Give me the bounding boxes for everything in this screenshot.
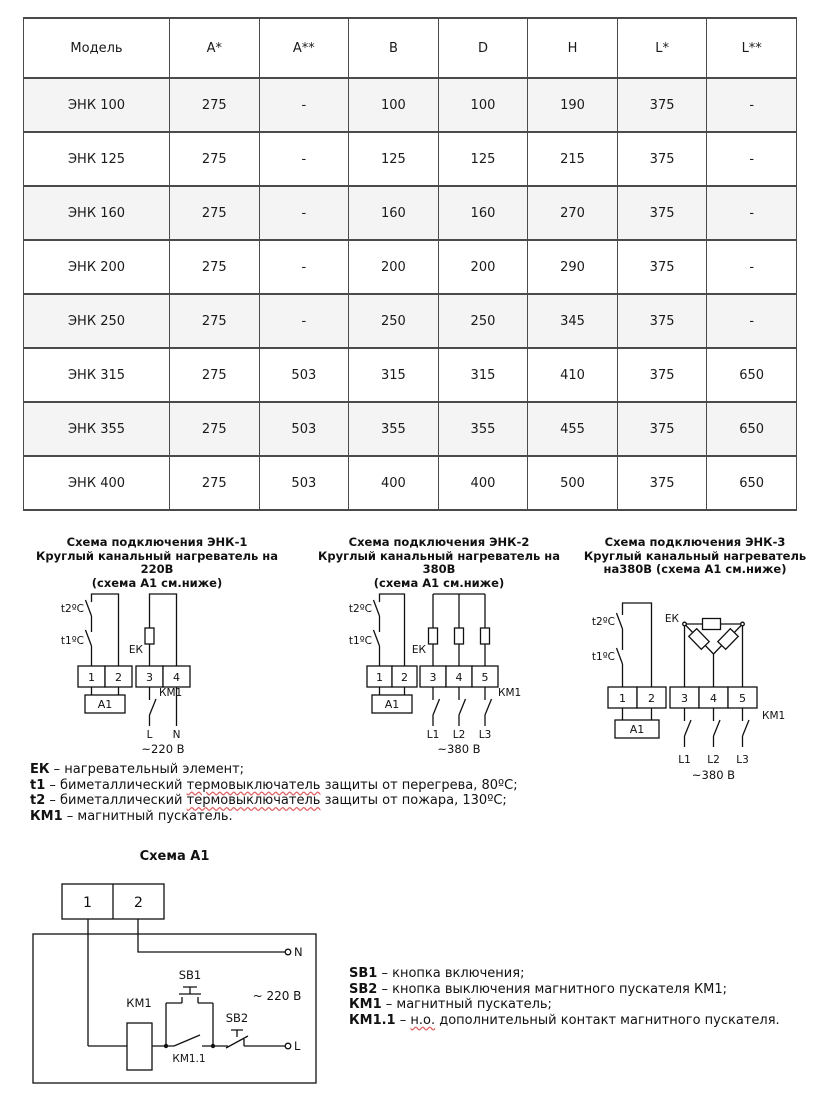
cell: - (707, 294, 797, 348)
col-header-d: D (438, 18, 528, 78)
enk2-heading-line3: (схема А1 см.ниже) (373, 575, 505, 590)
terminal-2: 2 (115, 671, 122, 684)
legend-key: ЕК (30, 762, 50, 777)
cell: ЭНК 250 (24, 294, 170, 348)
enk3-wiring-diagram (580, 588, 820, 793)
ek-label: ЕК (411, 644, 426, 656)
terminal-1: 1 (376, 671, 383, 684)
cell: 315 (438, 348, 528, 402)
cell: 270 (528, 186, 618, 240)
terminal-2: 2 (648, 692, 655, 705)
legend-text: – кнопка включения; (381, 966, 525, 981)
cell: 275 (170, 348, 260, 402)
component-legend (30, 762, 518, 824)
cell: ЭНК 355 (24, 402, 170, 456)
cell: 503 (259, 456, 349, 510)
table-row (24, 348, 797, 402)
a1-schema-title: Схема А1 (139, 849, 210, 864)
voltage-label: ~380 В (437, 742, 481, 756)
cell: 375 (617, 456, 707, 510)
phase-l2-label: L2 (452, 729, 466, 741)
enk2-wiring-diagram (330, 588, 560, 766)
cell: - (259, 132, 349, 186)
t2-label: t2ºC (60, 603, 84, 615)
legend-text: – биметаллический (49, 777, 187, 793)
legend-text: – (399, 1012, 411, 1028)
legend-line-sb2 (349, 982, 780, 998)
cell: 400 (438, 456, 528, 510)
l-label: L (294, 1039, 301, 1053)
km11-contact-blade (174, 1035, 200, 1046)
enk1-wires (78, 594, 190, 726)
legend-key: SB2 (349, 981, 378, 997)
t1-label: t1ºC (60, 635, 84, 647)
legend-line-km11 (349, 1013, 780, 1029)
terminal-3: 3 (146, 671, 153, 684)
cell: 250 (438, 294, 528, 348)
legend-key: КМ1.1 (349, 1012, 396, 1028)
cell: 275 (170, 456, 260, 510)
col-header-model: Модель (24, 18, 170, 78)
t1-label: t1ºC (348, 635, 372, 647)
cell: 275 (170, 186, 260, 240)
legend-line-t2 (30, 793, 518, 809)
enk3-heading-line2: Круглый канальный нагреватель (583, 548, 807, 563)
terminal-5: 5 (739, 692, 746, 705)
cell: 250 (349, 294, 439, 348)
t2-label: t2ºC (348, 603, 372, 615)
legend-text: – магнитный пускатель. (66, 808, 233, 824)
enk1-heading-line3: (схема А1 см.ниже) (91, 575, 223, 590)
sb1-label: SB1 (178, 968, 202, 982)
a1-voltage-label: ~ 220 В (252, 989, 302, 1003)
cell: 375 (617, 186, 707, 240)
legend-misspelled-word: н.о. (410, 1012, 436, 1028)
cell: 355 (438, 402, 528, 456)
km1-contact-symbol (485, 687, 492, 726)
cell: - (259, 240, 349, 294)
cell: 650 (707, 402, 797, 456)
cell: 290 (528, 240, 618, 294)
cell: - (707, 132, 797, 186)
legend-key: SB1 (349, 966, 378, 981)
col-header-a2: A** (259, 18, 349, 78)
cell: 650 (707, 456, 797, 510)
terminal-4: 4 (173, 671, 180, 684)
a1-terminal-1: 1 (83, 895, 92, 911)
enk2-heading-line1: Схема подключения ЭНК-2 (348, 535, 530, 549)
t2-label: t2ºC (591, 616, 615, 628)
a1-schema-diagram (25, 876, 335, 1091)
table-row (24, 78, 797, 132)
cell: ЭНК 400 (24, 456, 170, 510)
table-row (24, 240, 797, 294)
dimensions-table (23, 17, 797, 511)
phase-n-label: N (172, 729, 181, 741)
table-header-row (24, 18, 797, 78)
heater-element-symbol (455, 628, 464, 644)
cell: 275 (170, 294, 260, 348)
legend-misspelled-word: термовыключатель (186, 777, 321, 793)
table-row (24, 294, 797, 348)
l-terminal-circle (285, 1043, 291, 1049)
legend-text: дополнительный контакт магнитного пускателя. (435, 1012, 780, 1028)
enk2-heading (300, 536, 578, 590)
n-label: N (294, 945, 303, 959)
cell: - (259, 78, 349, 132)
km11-label: КМ1.1 (172, 1053, 206, 1065)
cell: 375 (617, 240, 707, 294)
table-row (24, 456, 797, 510)
cell: 650 (707, 348, 797, 402)
terminal-1: 1 (619, 692, 626, 705)
enk3-heading (575, 536, 815, 577)
cell: 355 (349, 402, 439, 456)
cell: 100 (349, 78, 439, 132)
legend-text: – биметаллический (49, 793, 187, 808)
table-row (24, 402, 797, 456)
a1-terminal-2: 2 (134, 895, 143, 911)
km1-contact-symbol (743, 708, 750, 747)
n-terminal-circle (285, 949, 291, 955)
legend-text: – кнопка выключения магнитного пускателя КМ1; (381, 981, 728, 997)
km1-contact-symbol (433, 687, 440, 726)
a1-label: А1 (629, 723, 645, 736)
phase-l3-label: L3 (736, 754, 749, 766)
enk3-heading-line3: на380В (схема А1 см.ниже) (603, 562, 787, 576)
cell: 275 (170, 132, 260, 186)
col-header-h: H (528, 18, 618, 78)
km1-label: КМ1 (498, 687, 522, 699)
legend-line-ek (30, 762, 518, 778)
terminal-4: 4 (710, 692, 717, 705)
phase-l-label: L (146, 729, 153, 741)
cell: 275 (170, 240, 260, 294)
sb1-button-symbol (179, 987, 201, 1003)
terminal-2: 2 (401, 671, 408, 684)
phase-l2-label: L2 (707, 754, 720, 766)
col-header-b: B (349, 18, 439, 78)
enk1-heading (18, 536, 296, 590)
sb2-button-symbol (226, 1030, 248, 1048)
cell: 375 (617, 348, 707, 402)
cell: 375 (617, 294, 707, 348)
terminal-3: 3 (681, 692, 688, 705)
cell: 160 (438, 186, 528, 240)
terminal-5: 5 (481, 671, 489, 684)
cell: ЭНК 100 (24, 78, 170, 132)
enk1-heading-line1: Схема подключения ЭНК-1 (66, 535, 248, 549)
cell: ЭНК 315 (24, 348, 170, 402)
terminal-1: 1 (88, 671, 95, 684)
cell: 455 (528, 402, 618, 456)
a1-legend (349, 966, 780, 1028)
heater-element-symbol (145, 628, 154, 644)
legend-line-t1 (30, 778, 518, 794)
cell: - (707, 78, 797, 132)
cell: 345 (528, 294, 618, 348)
legend-text: – магнитный пускатель; (385, 997, 552, 1012)
enk2-heading-line2: Круглый канальный нагреватель на 380В (317, 548, 561, 576)
cell: - (707, 240, 797, 294)
cell: 503 (259, 348, 349, 402)
cell: 160 (349, 186, 439, 240)
legend-key: t1 (30, 777, 46, 793)
col-header-l1: L* (617, 18, 707, 78)
km1-contact-symbol (685, 708, 692, 747)
table-row (24, 132, 797, 186)
legend-key: t2 (30, 793, 46, 808)
cell: 190 (528, 78, 618, 132)
cell: 215 (528, 132, 618, 186)
cell: - (259, 186, 349, 240)
voltage-label: ~220 В (141, 742, 185, 756)
heater-element-symbol (481, 628, 490, 644)
enk1-wiring-diagram (30, 588, 260, 766)
terminal-4: 4 (455, 671, 463, 684)
cell: 500 (528, 456, 618, 510)
km1-label: КМ1 (159, 687, 183, 699)
km1-label: КМ1 (762, 710, 786, 722)
t1-label: t1ºC (591, 651, 615, 663)
heater-element-symbol (703, 619, 721, 630)
col-header-l2: L** (707, 18, 797, 78)
heater-element-symbol (429, 628, 438, 644)
km1-contact-symbol (150, 687, 157, 726)
cell: 100 (438, 78, 528, 132)
cell: 125 (438, 132, 528, 186)
km1-contact-symbol (459, 687, 466, 726)
enk1-heading-line2: Круглый канальный нагреватель на 220В (35, 548, 279, 576)
cell: 275 (170, 78, 260, 132)
cell: 200 (349, 240, 439, 294)
phase-l1-label: L1 (426, 729, 440, 741)
cell: 503 (259, 402, 349, 456)
legend-key: КМ1 (30, 808, 63, 824)
cell: 315 (349, 348, 439, 402)
ek-label: ЕК (664, 613, 679, 625)
phase-l3-label: L3 (478, 729, 492, 741)
cell: 125 (349, 132, 439, 186)
cell: ЭНК 125 (24, 132, 170, 186)
enk3-heading-line1: Схема подключения ЭНК-3 (604, 535, 786, 549)
a1-label: А1 (384, 698, 400, 711)
cell: ЭНК 160 (24, 186, 170, 240)
cell: - (259, 294, 349, 348)
col-header-a1: A* (170, 18, 260, 78)
cell: ЭНК 200 (24, 240, 170, 294)
cell: 375 (617, 78, 707, 132)
cell: 410 (528, 348, 618, 402)
legend-line-km1 (349, 997, 780, 1013)
cell: 400 (349, 456, 439, 510)
phase-l1-label: L1 (678, 754, 691, 766)
a1-label: А1 (97, 698, 113, 711)
legend-text: – нагревательный элемент; (53, 762, 245, 777)
cell: 375 (617, 132, 707, 186)
cell: - (707, 186, 797, 240)
sb2-label: SB2 (225, 1011, 249, 1025)
terminal-3: 3 (429, 671, 437, 684)
voltage-label: ~380 В (691, 768, 736, 782)
cell: 275 (170, 402, 260, 456)
km1-contact-symbol (714, 708, 721, 747)
km1-coil-label: КМ1 (126, 996, 152, 1010)
legend-misspelled-word: термовыключатель (186, 793, 321, 808)
legend-text: защиты от пожара, 130ºС; (320, 793, 507, 808)
legend-text: защиты от перегрева, 80ºС; (320, 777, 518, 793)
legend-line-km1 (30, 809, 518, 825)
cell: 375 (617, 402, 707, 456)
table-row (24, 186, 797, 240)
legend-line-sb1 (349, 966, 780, 982)
ek-label: ЕК (128, 644, 143, 656)
cell: 200 (438, 240, 528, 294)
legend-key: КМ1 (349, 997, 382, 1012)
km1-coil-symbol (127, 1023, 152, 1070)
